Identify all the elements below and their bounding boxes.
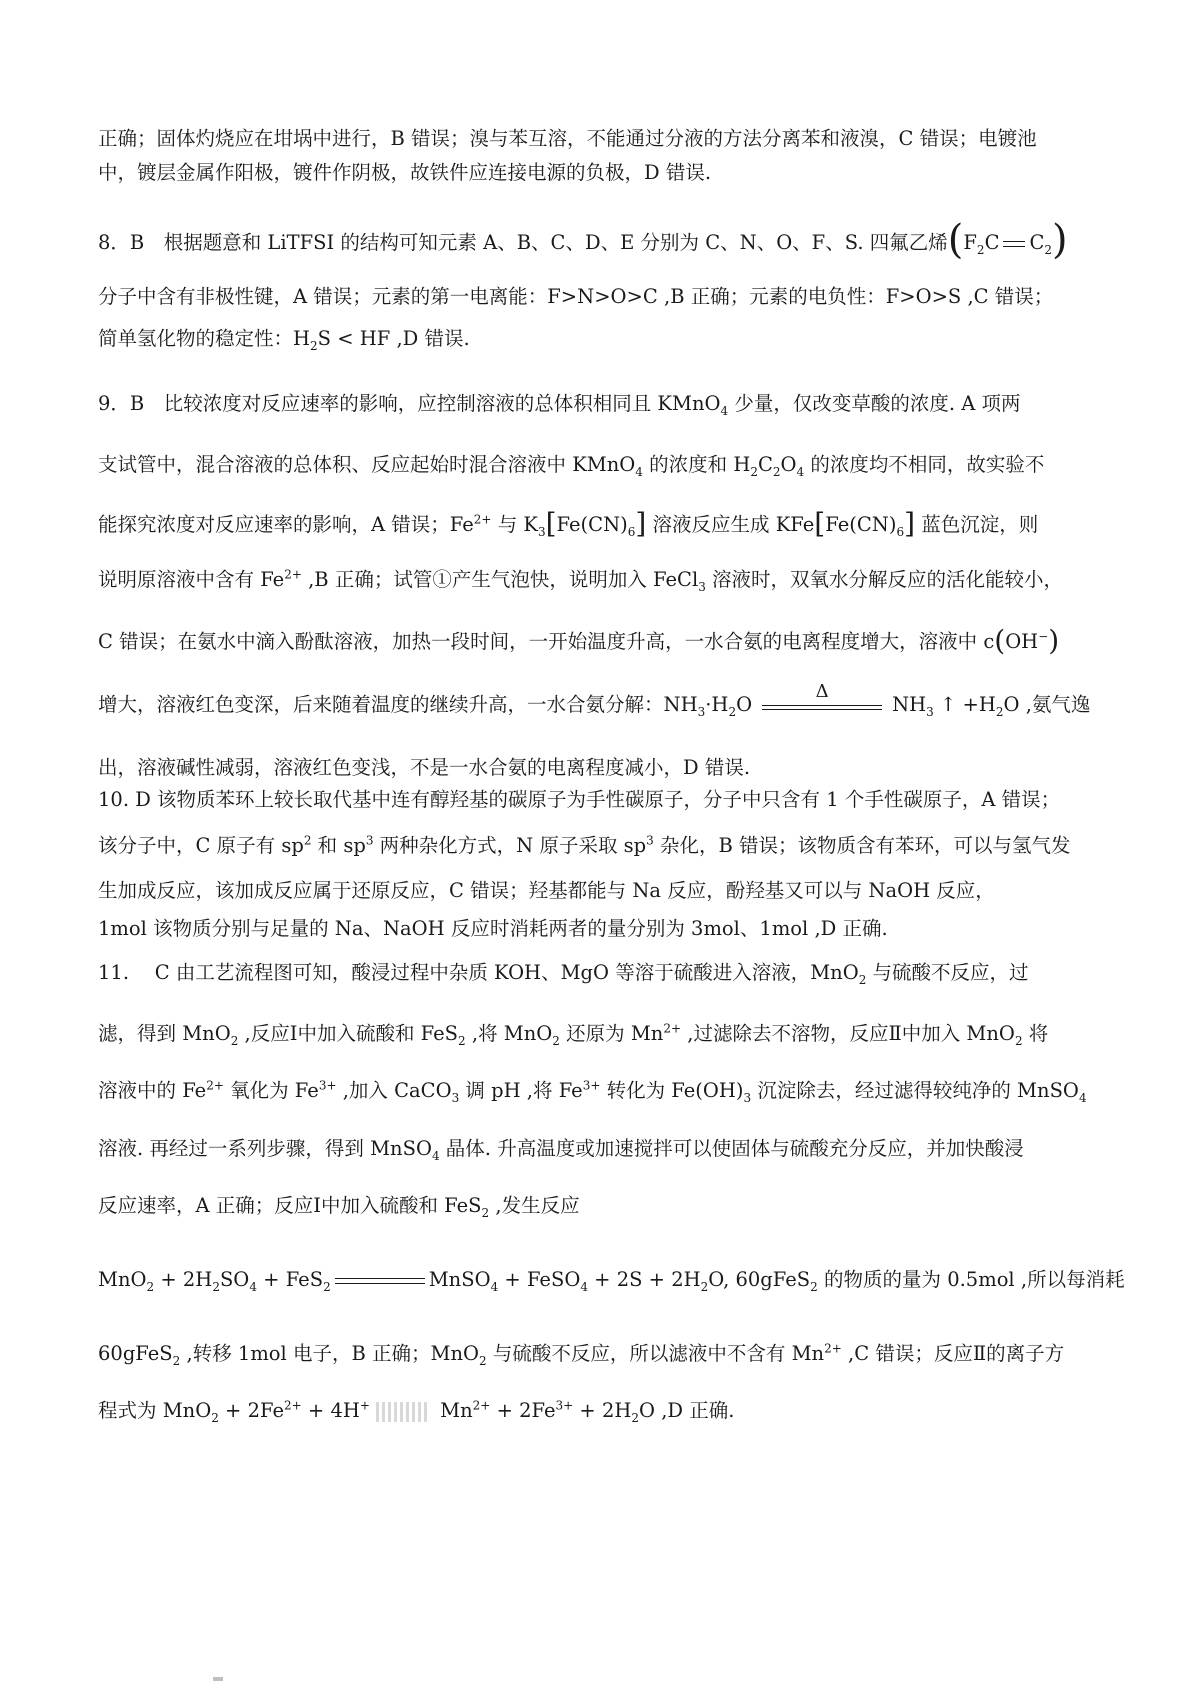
answer-10-line-1: 10. D 该物质苯环上较长取代基中连有醇羟基的碳原子为手性碳原子，分子中只含有 1 个手性碳原子，A 错误； xyxy=(98,788,1061,811)
footer-mark-icon xyxy=(213,1677,223,1681)
answer-11-line-4: 溶液. 再经过一系列步骤，得到 MnSO$_4$ 晶体. 升高温度或加速搅拌可以使固体与硫酸充分反应，并加快酸浸 xyxy=(98,1137,1024,1163)
answer-8-line-3: 简单氢化物的稳定性：$H_2S$ < HF ,D 错误. xyxy=(98,327,470,353)
answer-10-line-4: 1mol 该物质分别与足量的 Na、NaOH 反应时消耗两者的量分别为 3mol、1mol ,D 正确. xyxy=(98,917,888,940)
answer-11-line-1: 11. C 由工艺流程图可知，酸浸过程中杂质 KOH、MgO 等溶于硫酸进入溶液，MnO$_2$ 与硫酸不反应，过 xyxy=(98,961,1029,987)
double-bond xyxy=(1003,241,1025,247)
text-line-2: 中，镀层金属作阳极，镀件作阴极，故铁件应连接电源的负极，D 错误. xyxy=(98,161,712,184)
answer-10-line-2: 该分子中，C 原子有 $sp^2$ 和 $sp^3$ 两种杂化方式，N 原子采取 $sp^3$ 杂化，B 错误；该物质含有苯环，可以与氢气发 xyxy=(98,833,1071,857)
right-paren: ) xyxy=(1052,217,1068,263)
garbled-glyph-icon xyxy=(376,1402,428,1422)
answer-9-line-1: 9．B 比较浓度对反应速率的影响，应控制溶液的总体积相同且 KMnO$_4$ 少量，仅改变草酸的浓度. A 项两 xyxy=(98,392,1021,418)
equals-sign xyxy=(335,1278,425,1284)
answer-11-line-6: 60gFeS$_2$ ,转移 1mol 电子，B 正确；MnO$_2$ 与硫酸不反应，所以滤液中不含有 $Mn^{2+}$ ,C 错误；反应Ⅱ的离子方 xyxy=(98,1341,1065,1368)
answer-9-line-3: 能探究浓度对反应速率的影响，A 错误；$Fe^{2+}$ 与 $K_3[Fe(CN)_6]$ 溶液反应生成 $KFe[Fe(CN)_6]$ 蓝色沉淀，则 xyxy=(98,507,1039,540)
answer-11-line-3: 溶液中的 $Fe^{2+}$ 氧化为 $Fe^{3+}$ ,加入 CaCO$_3$ 调 pH ,将 $Fe^{3+}$ 转化为 $Fe(OH)_3$ 沉淀除去，经过滤得较纯净的 MnSO$_4$ xyxy=(98,1078,1087,1105)
answer-11-line-7: 程式为 $MnO_2 + 2Fe^{2+} + 4H^+$ $Mn^{2+} + 2Fe^{3+} + 2H_2O$ ,D 正确. xyxy=(98,1398,735,1425)
text-line-1: 正确；固体灼烧应在坩埚中进行，B 错误；溴与苯互溶，不能通过分液的方法分离苯和液溴，C 错误；电镀池 xyxy=(98,127,1037,150)
answer-9-line-2: 支试管中，混合溶液的总体积、反应起始时混合溶液中 KMnO$_4$ 的浓度和 $H_2C_2O_4$ 的浓度均不相同，故实验不 xyxy=(98,453,1045,479)
answer-9-line-6: 增大，溶液红色变深，后来随着温度的继续升高，一水合氨分解：$NH_3\cdot H_2O$ Δ $NH_3$ ↑ $+H_2O$ ,氨气逸 xyxy=(98,680,1091,719)
answer-9-line-7: 出，溶液碱性减弱，溶液红色变浅，不是一水合氨的电离程度减小，D 错误. xyxy=(98,756,751,779)
answer-10-line-3: 生加成反应，该加成反应属于还原反应，C 错误；羟基都能与 Na 反应，酚羟基又可以与 NaOH 反应， xyxy=(98,879,995,902)
answer-8-line-1: 8．B 根据题意和 LiTFSI 的结构可知元素 A、B、C、D、E 分别为 C、N、O、F、S. 四氟乙烯($F_2C$ $C_2$) xyxy=(98,217,1068,263)
heating-arrow: Δ xyxy=(752,691,892,721)
answer-11-equation-1: $MnO_2 + 2H_2SO_4 + FeS_2$ MnSO$_4$ + FeSO$_4$ + $2S + 2H_2O$, 60gFeS$_2$ 的物质的量为 0.5mol ,所以每消耗 xyxy=(98,1268,1125,1294)
answer-9-line-4: 说明原溶液中含有 $Fe^{2+}$ ,B 正确；试管①产生气泡快，说明加入 FeCl$_3$ 溶液时，双氧水分解反应的活化能较小， xyxy=(98,567,1064,594)
answer-9-line-5: C 错误；在氨水中滴入酚酞溶液，加热一段时间，一开始温度升高，一水合氨的电离程度增大，溶液中 c(OH−) xyxy=(98,624,1060,657)
answer-11-line-5: 反应速率，A 正确；反应Ⅰ中加入硫酸和 FeS$_2$ ,发生反应 xyxy=(98,1194,580,1220)
left-paren: ( xyxy=(947,217,964,263)
answer-8-line-2: 分子中含有非极性键，A 错误；元素的第一电离能：F>N>O>C ,B 正确；元素的电负性：F>O>S ,C 错误； xyxy=(98,285,1054,308)
answer-11-line-2: 滤，得到 MnO$_2$ ,反应Ⅰ中加入硫酸和 FeS$_2$ ,将 MnO$_2$ 还原为 $Mn^{2+}$ ,过滤除去不溶物，反应Ⅱ中加入 MnO$_2$ 将 xyxy=(98,1021,1049,1048)
